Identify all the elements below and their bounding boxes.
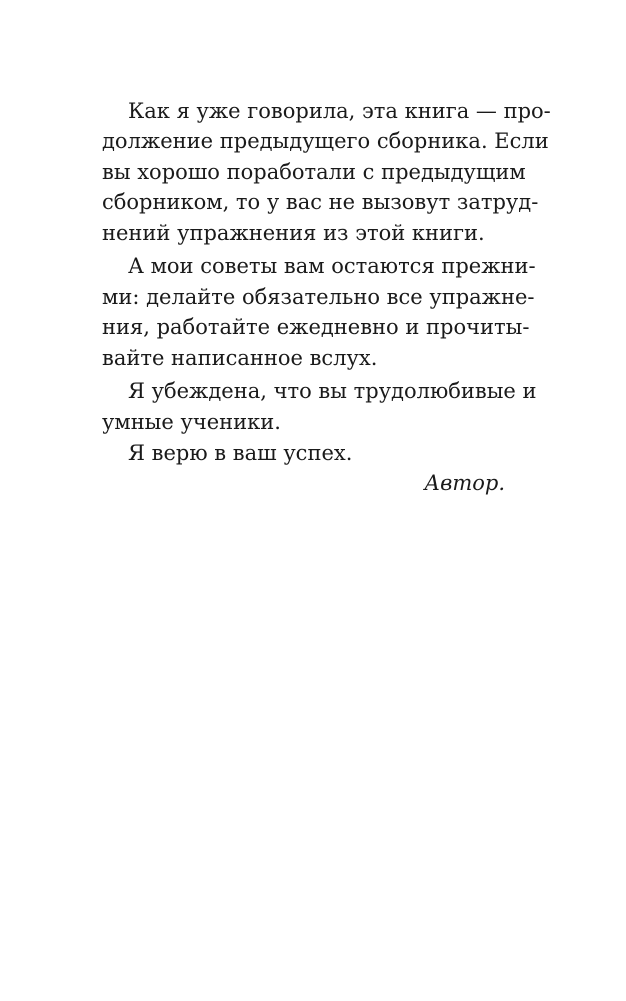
text-line: Я верю в ваш успех. <box>128 441 353 465</box>
text-line: вы хорошо поработали с предыдущим <box>102 160 526 184</box>
text-line: умные ученики. <box>102 410 281 434</box>
text-line: Как я уже говорила, эта книга — про- <box>128 99 551 123</box>
text-line: вайте написанное вслух. <box>102 346 378 370</box>
text-line: сборником, то у вас не вызовут затруд- <box>102 190 539 214</box>
text-line: ния, работайте ежедневно и прочиты- <box>102 315 530 339</box>
text-line: нений упражнения из этой книги. <box>102 221 485 245</box>
text-line: ми: делайте обязательно все упражне- <box>102 285 535 309</box>
author-signature: Автор. <box>424 471 505 495</box>
text-line: Я убеждена, что вы трудолюбивые и <box>128 379 537 403</box>
text-line: должение предыдущего сборника. Если <box>102 129 549 153</box>
text-line: А мои советы вам остаются прежни- <box>128 254 536 278</box>
